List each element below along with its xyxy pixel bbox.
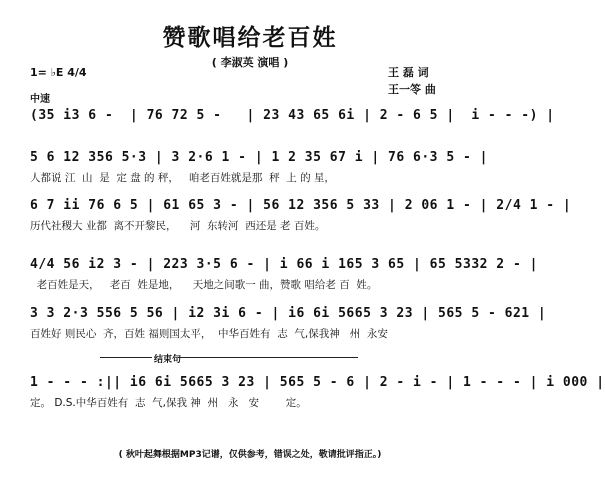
notation-row: 5 6 12 356 5·3 | 3 2·6 1 - | 1 2 35 67 i | 76 6·3 5 - | [30, 150, 488, 165]
ending-bracket-line [100, 357, 152, 358]
ending-bracket-line [178, 357, 358, 358]
notation-row: 4/4 56 i2 3 - | 223 3·5 6 - | i 66 i 165 3 65 | 65 5332 2 - | [30, 257, 538, 272]
score-line [30, 375, 605, 409]
ending-marker: 结束句 [154, 355, 182, 365]
song-title: 赞歌唱给老百姓 [162, 25, 338, 51]
notation-row: 1 - - - :|| i6 6i 5665 3 23 | 565 5 - 6 | 2 - i - | 1 - - - | i 000 | [30, 375, 605, 390]
notation-row: 6 7 ii 76 6 5 | 61 65 3 - | 56 12 356 5 33 | 2 06 1 - | 2/4 1 - | [30, 198, 572, 213]
score-line [30, 150, 488, 184]
score-line [30, 108, 555, 138]
lyrics-row: 百姓好 则民心 齐，百姓 福则国太平， 中华百姓有 志 气,保我神 州 永安 [30, 328, 388, 340]
lyrics-row: 人都说 江 山 是 定 盘 的 秤， 咱老百姓就是那 秤 上 的 星， [30, 172, 335, 184]
tempo-marking: 中速 [30, 94, 50, 105]
score-line [30, 257, 538, 291]
score-line [30, 198, 572, 232]
singer-credit: ( 李淑英 演唱 ) [211, 56, 289, 69]
transcription-note: ( 秋叶起舞根据MP3记谱，仅供参考，错误之处，敬请批评指正。) [118, 450, 382, 460]
lyrics-row: 老百姓是天， 老百 姓是地， 天地之间歌一 曲，赞歌 唱给老 百 姓。 [30, 279, 378, 291]
notation-row: 3 3 2·3 556 5 56 | i2 3i 6 - | i6 6i 5665 3 23 | 565 5 - 621 | [30, 306, 547, 321]
lyricist-credit: 王 磊 词 [388, 66, 429, 79]
score-line [30, 306, 547, 340]
lyrics-row: 历代社稷大 业都 离不开黎民， 河 东转河 西还是 老 百姓。 [30, 220, 326, 232]
notation-row: (35 i3 6 - | 76 72 5 - | 23 43 65 6i | 2 - 6 5 | i - - -) | [30, 108, 555, 123]
key-signature: 1= ♭E 4/4 [30, 66, 87, 79]
lyrics-row: 定。 D.S.中华百姓有 志 气,保我 神 州 永 安 定。 [30, 397, 307, 409]
composer-credit: 王一笭 曲 [388, 83, 436, 96]
